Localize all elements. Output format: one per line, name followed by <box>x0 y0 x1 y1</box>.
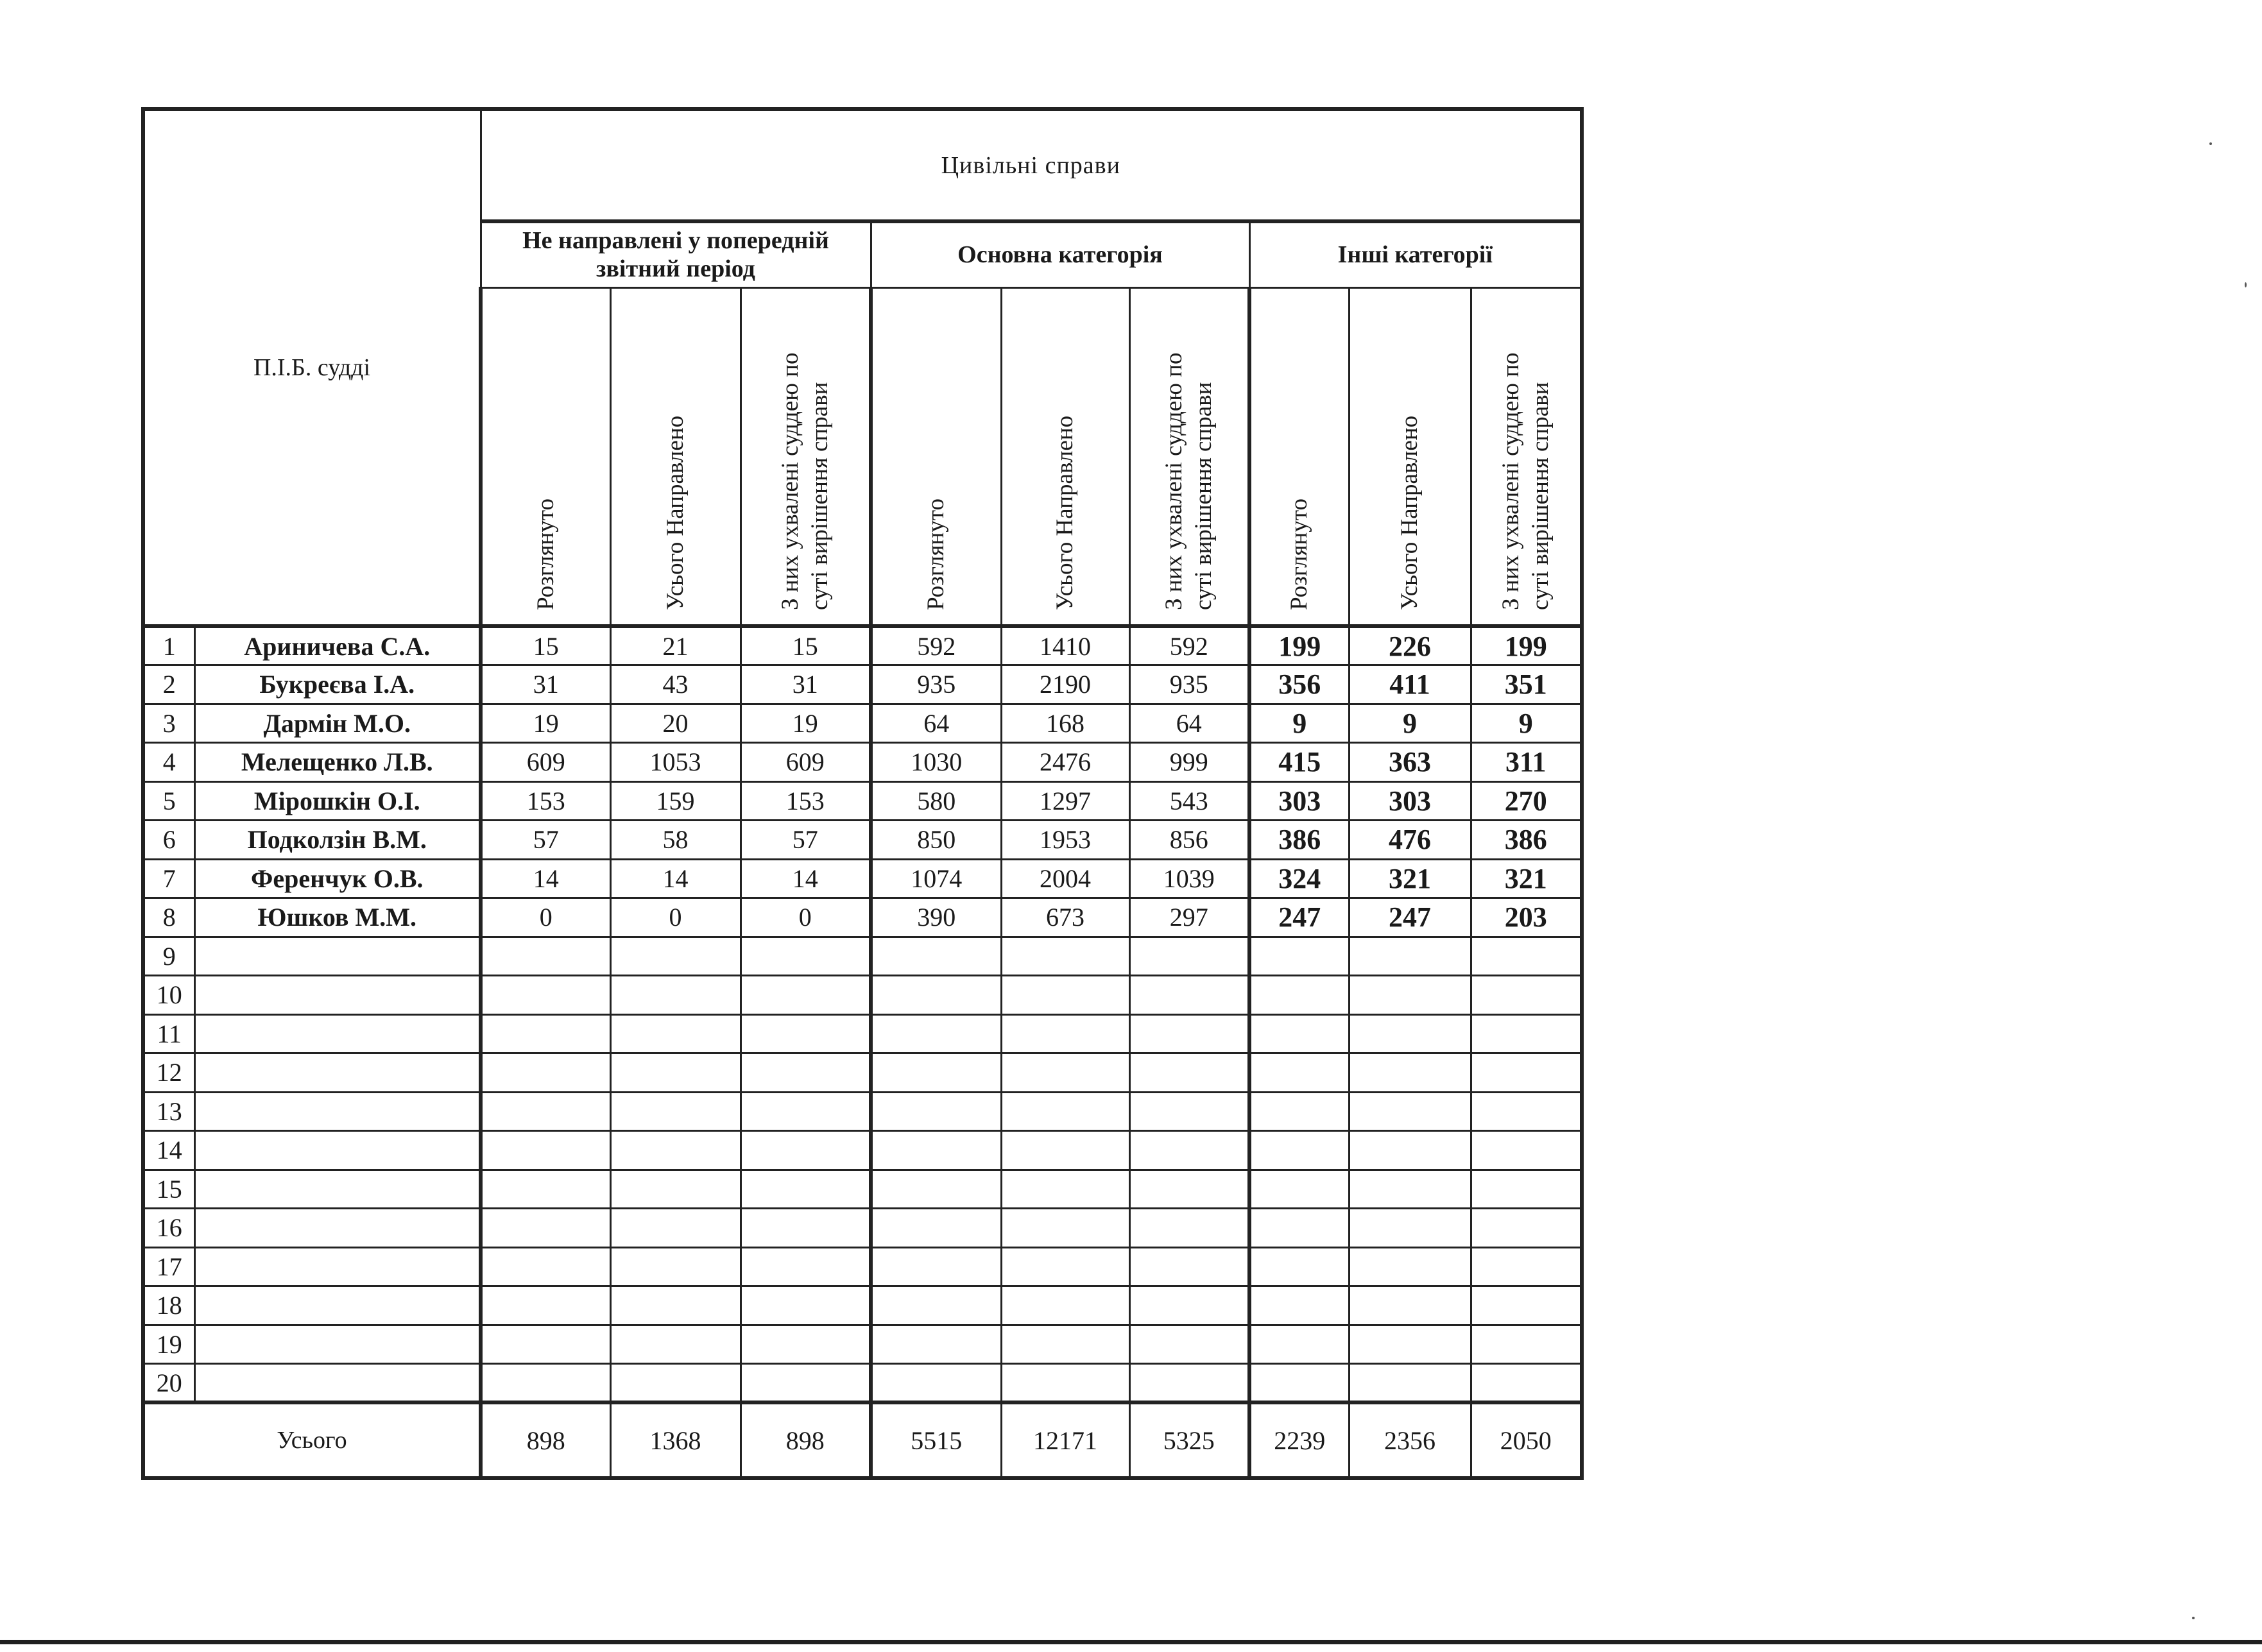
value-cell <box>1471 1092 1582 1131</box>
value-cell <box>610 1364 741 1403</box>
total-value: 2239 <box>1249 1402 1349 1478</box>
total-value: 2050 <box>1471 1402 1582 1478</box>
value-cell <box>1471 1209 1582 1248</box>
value-cell: 411 <box>1349 665 1471 704</box>
value-cell <box>610 976 741 1015</box>
value-cell: 31 <box>741 665 871 704</box>
value-cell <box>1001 1247 1129 1286</box>
total-value: 898 <box>741 1402 871 1478</box>
table-row <box>143 781 1582 821</box>
value-cell <box>1001 1131 1129 1170</box>
value-cell: 15 <box>481 626 610 665</box>
value-cell <box>741 1092 871 1131</box>
judge-name: Ариничева С.А. <box>194 626 481 665</box>
judge-name: Ференчук О.В. <box>194 859 481 898</box>
table-row <box>143 898 1582 937</box>
value-cell: 543 <box>1129 781 1249 821</box>
value-cell: 390 <box>871 898 1001 937</box>
row-number: 8 <box>143 898 194 937</box>
value-cell <box>1001 1286 1129 1325</box>
value-cell: 1953 <box>1001 821 1129 860</box>
subcolumn-header <box>1471 287 1582 626</box>
value-cell <box>1471 976 1582 1015</box>
value-cell: 321 <box>1349 859 1471 898</box>
value-cell: 580 <box>871 781 1001 821</box>
judge-name-header: П.І.Б. судді <box>143 109 481 626</box>
total-value: 5515 <box>871 1402 1001 1478</box>
value-cell: 15 <box>741 626 871 665</box>
judge-name <box>194 1092 481 1131</box>
row-number: 18 <box>143 1286 194 1325</box>
table-row <box>143 1209 1582 1248</box>
value-cell: 297 <box>1129 898 1249 937</box>
value-cell <box>610 1092 741 1131</box>
value-cell <box>741 1170 871 1209</box>
value-cell <box>481 1131 610 1170</box>
judge-name <box>194 1364 481 1403</box>
judge-name <box>194 1209 481 1248</box>
row-number: 7 <box>143 859 194 898</box>
value-cell <box>1471 1247 1582 1286</box>
table-row <box>143 743 1582 782</box>
value-cell: 9 <box>1349 704 1471 743</box>
value-cell <box>481 1053 610 1093</box>
value-cell: 226 <box>1349 626 1471 665</box>
value-cell <box>1001 1364 1129 1403</box>
value-cell <box>1349 937 1471 976</box>
value-cell: 1053 <box>610 743 741 782</box>
subcolumn-header <box>1349 287 1471 626</box>
value-cell <box>1249 1364 1349 1403</box>
value-cell: 159 <box>610 781 741 821</box>
value-cell <box>1001 1325 1129 1364</box>
row-number: 2 <box>143 665 194 704</box>
value-cell <box>1471 937 1582 976</box>
value-cell <box>610 1286 741 1325</box>
table-row <box>143 1131 1582 1170</box>
judge-name <box>194 1247 481 1286</box>
value-cell <box>481 937 610 976</box>
value-cell: 2190 <box>1001 665 1129 704</box>
value-cell <box>741 1209 871 1248</box>
value-cell: 199 <box>1471 626 1582 665</box>
value-cell <box>741 1053 871 1093</box>
value-cell <box>741 1364 871 1403</box>
value-cell <box>1249 1247 1349 1286</box>
value-cell <box>1349 1131 1471 1170</box>
value-cell <box>1471 1364 1582 1403</box>
subcolumn-header <box>481 287 610 626</box>
value-cell <box>871 1170 1001 1209</box>
value-cell <box>1249 1170 1349 1209</box>
subcolumn-header <box>610 287 741 626</box>
value-cell <box>481 1170 610 1209</box>
subcolumn-label: Усього Направлено <box>1396 416 1423 611</box>
judge-name: Юшков М.М. <box>194 898 481 937</box>
subcolumn-header <box>1249 287 1349 626</box>
value-cell <box>1249 1092 1349 1131</box>
value-cell <box>1129 1092 1249 1131</box>
value-cell: 0 <box>481 898 610 937</box>
value-cell <box>871 1364 1001 1403</box>
value-cell: 20 <box>610 704 741 743</box>
subcolumn-label: Розглянуто <box>923 498 950 611</box>
judge-name <box>194 1170 481 1209</box>
value-cell: 1039 <box>1129 859 1249 898</box>
value-cell <box>1129 1247 1249 1286</box>
value-cell: 21 <box>610 626 741 665</box>
value-cell <box>481 1092 610 1131</box>
total-row <box>143 1402 1582 1478</box>
value-cell <box>481 1325 610 1364</box>
value-cell <box>1129 1131 1249 1170</box>
judge-name <box>194 1325 481 1364</box>
value-cell: 247 <box>1349 898 1471 937</box>
value-cell <box>481 1014 610 1053</box>
table-row <box>143 626 1582 665</box>
row-number: 10 <box>143 976 194 1015</box>
judge-name <box>194 1014 481 1053</box>
group-header-other-categories: Інші категорії <box>1249 221 1582 287</box>
value-cell <box>1249 1209 1349 1248</box>
value-cell: 14 <box>741 859 871 898</box>
value-cell: 43 <box>610 665 741 704</box>
value-cell: 609 <box>741 743 871 782</box>
value-cell <box>871 1092 1001 1131</box>
row-number: 5 <box>143 781 194 821</box>
value-cell <box>871 1131 1001 1170</box>
judge-name <box>194 976 481 1015</box>
value-cell <box>610 1053 741 1093</box>
value-cell <box>1001 1209 1129 1248</box>
scan-edge-line <box>0 1640 2262 1644</box>
value-cell <box>1349 1053 1471 1093</box>
value-cell <box>1001 1014 1129 1053</box>
value-cell <box>610 1209 741 1248</box>
value-cell: 19 <box>481 704 610 743</box>
subcolumn-header <box>871 287 1001 626</box>
value-cell <box>481 1286 610 1325</box>
value-cell <box>1349 1364 1471 1403</box>
value-cell <box>1129 1170 1249 1209</box>
judge-name: Букреєва І.А. <box>194 665 481 704</box>
judge-name <box>194 1131 481 1170</box>
value-cell: 476 <box>1349 821 1471 860</box>
row-number: 3 <box>143 704 194 743</box>
value-cell <box>1129 976 1249 1015</box>
value-cell: 153 <box>481 781 610 821</box>
value-cell: 2004 <box>1001 859 1129 898</box>
row-number: 15 <box>143 1170 194 1209</box>
value-cell: 363 <box>1349 743 1471 782</box>
table-row <box>143 1247 1582 1286</box>
scan-speck <box>2192 1617 2195 1619</box>
table-row <box>143 1014 1582 1053</box>
value-cell <box>1349 1209 1471 1248</box>
value-cell: 58 <box>610 821 741 860</box>
value-cell <box>610 1170 741 1209</box>
judge-name <box>194 1286 481 1325</box>
group-header-main-category: Основна категорія <box>871 221 1249 287</box>
value-cell <box>610 937 741 976</box>
value-cell <box>1001 976 1129 1015</box>
value-cell: 19 <box>741 704 871 743</box>
value-cell <box>1001 1092 1129 1131</box>
subcolumn-label: Розглянуто <box>532 498 559 611</box>
subcolumn-label: Усього Направлено <box>662 416 689 611</box>
value-cell: 57 <box>741 821 871 860</box>
value-cell <box>481 976 610 1015</box>
table-row <box>143 821 1582 860</box>
value-cell <box>1471 1170 1582 1209</box>
judge-name <box>194 1053 481 1093</box>
value-cell <box>1249 937 1349 976</box>
value-cell <box>1471 1131 1582 1170</box>
row-number: 6 <box>143 821 194 860</box>
value-cell <box>1471 1325 1582 1364</box>
value-cell <box>1249 976 1349 1015</box>
value-cell: 1410 <box>1001 626 1129 665</box>
value-cell: 1074 <box>871 859 1001 898</box>
total-value: 2356 <box>1349 1402 1471 1478</box>
value-cell <box>741 1286 871 1325</box>
value-cell: 303 <box>1349 781 1471 821</box>
value-cell: 673 <box>1001 898 1129 937</box>
value-cell <box>1001 937 1129 976</box>
subcolumn-header <box>1001 287 1129 626</box>
value-cell <box>1349 1170 1471 1209</box>
value-cell: 9 <box>1249 704 1349 743</box>
value-cell <box>1249 1286 1349 1325</box>
row-number: 12 <box>143 1053 194 1093</box>
value-cell: 0 <box>741 898 871 937</box>
value-cell: 203 <box>1471 898 1582 937</box>
value-cell: 64 <box>871 704 1001 743</box>
value-cell <box>871 1053 1001 1093</box>
judge-name: Мірошкін О.І. <box>194 781 481 821</box>
judge-name: Мелещенко Л.В. <box>194 743 481 782</box>
value-cell: 311 <box>1471 743 1582 782</box>
value-cell: 415 <box>1249 743 1349 782</box>
value-cell <box>741 976 871 1015</box>
table-row <box>143 665 1582 704</box>
value-cell <box>871 976 1001 1015</box>
table-row <box>143 1092 1582 1131</box>
value-cell <box>741 1014 871 1053</box>
value-cell: 303 <box>1249 781 1349 821</box>
subcolumn-label: З них ухвалені суддею по суті вирішення справи <box>776 352 833 611</box>
value-cell <box>741 1131 871 1170</box>
value-cell: 153 <box>741 781 871 821</box>
total-value: 1368 <box>610 1402 741 1478</box>
row-number: 20 <box>143 1364 194 1403</box>
value-cell <box>1129 1286 1249 1325</box>
value-cell: 9 <box>1471 704 1582 743</box>
value-cell <box>1249 1053 1349 1093</box>
value-cell <box>871 1325 1001 1364</box>
subcolumn-label: Розглянуто <box>1286 498 1313 611</box>
value-cell <box>1001 1170 1129 1209</box>
judge-name <box>194 937 481 976</box>
value-cell <box>1129 1053 1249 1093</box>
value-cell: 856 <box>1129 821 1249 860</box>
subcolumn-label: З них ухвалені суддею по суті вирішення справи <box>1497 352 1554 611</box>
value-cell: 64 <box>1129 704 1249 743</box>
value-cell: 592 <box>871 626 1001 665</box>
table-row <box>143 976 1582 1015</box>
value-cell <box>1129 937 1249 976</box>
scan-speck <box>2245 282 2247 287</box>
value-cell <box>1129 1014 1249 1053</box>
table-title: Цивільні справи <box>481 109 1582 221</box>
value-cell <box>1249 1131 1349 1170</box>
value-cell <box>481 1247 610 1286</box>
row-number: 11 <box>143 1014 194 1053</box>
value-cell: 321 <box>1471 859 1582 898</box>
value-cell: 592 <box>1129 626 1249 665</box>
row-number: 16 <box>143 1209 194 1248</box>
value-cell <box>1471 1053 1582 1093</box>
table-row <box>143 1053 1582 1093</box>
value-cell: 351 <box>1471 665 1582 704</box>
value-cell <box>871 1014 1001 1053</box>
value-cell <box>871 1209 1001 1248</box>
subcolumn-label: З них ухвалені суддею по суті вирішення справи <box>1160 352 1217 611</box>
value-cell <box>610 1131 741 1170</box>
subcolumn-header <box>741 287 871 626</box>
value-cell <box>1129 1364 1249 1403</box>
judge-name: Дармін М.О. <box>194 704 481 743</box>
value-cell <box>1471 1286 1582 1325</box>
value-cell <box>610 1014 741 1053</box>
value-cell: 14 <box>610 859 741 898</box>
civil-cases-table <box>141 107 1584 1480</box>
row-number: 4 <box>143 743 194 782</box>
table-row <box>143 1170 1582 1209</box>
value-cell <box>871 937 1001 976</box>
judge-name: Подколзін В.М. <box>194 821 481 860</box>
value-cell <box>1249 1325 1349 1364</box>
value-cell: 386 <box>1249 821 1349 860</box>
table-row <box>143 1325 1582 1364</box>
value-cell <box>871 1286 1001 1325</box>
table-row <box>143 704 1582 743</box>
total-value: 898 <box>481 1402 610 1478</box>
table-row <box>143 1364 1582 1403</box>
total-value: 12171 <box>1001 1402 1129 1478</box>
value-cell <box>610 1325 741 1364</box>
value-cell: 168 <box>1001 704 1129 743</box>
value-cell <box>481 1209 610 1248</box>
value-cell <box>1249 1014 1349 1053</box>
row-number: 13 <box>143 1092 194 1131</box>
value-cell <box>871 1247 1001 1286</box>
value-cell: 386 <box>1471 821 1582 860</box>
row-number: 19 <box>143 1325 194 1364</box>
value-cell <box>1129 1325 1249 1364</box>
subcolumn-label: Усього Направлено <box>1052 416 1078 611</box>
value-cell <box>741 1247 871 1286</box>
group-header-not-sent: Не направлені у попередній звітний період <box>481 221 871 287</box>
value-cell <box>1349 1325 1471 1364</box>
value-cell: 270 <box>1471 781 1582 821</box>
value-cell: 0 <box>610 898 741 937</box>
value-cell <box>1349 1286 1471 1325</box>
row-number: 14 <box>143 1131 194 1170</box>
row-number: 9 <box>143 937 194 976</box>
value-cell: 2476 <box>1001 743 1129 782</box>
subcolumn-header <box>1129 287 1249 626</box>
value-cell: 1297 <box>1001 781 1129 821</box>
value-cell <box>481 1364 610 1403</box>
row-number: 17 <box>143 1247 194 1286</box>
value-cell <box>1349 1092 1471 1131</box>
value-cell <box>1349 1247 1471 1286</box>
value-cell: 850 <box>871 821 1001 860</box>
table-row <box>143 937 1582 976</box>
value-cell: 247 <box>1249 898 1349 937</box>
total-label: Усього <box>143 1402 481 1478</box>
value-cell: 356 <box>1249 665 1349 704</box>
table-row <box>143 859 1582 898</box>
value-cell: 609 <box>481 743 610 782</box>
value-cell: 14 <box>481 859 610 898</box>
value-cell: 935 <box>871 665 1001 704</box>
value-cell: 999 <box>1129 743 1249 782</box>
value-cell: 199 <box>1249 626 1349 665</box>
value-cell: 57 <box>481 821 610 860</box>
row-number: 1 <box>143 626 194 665</box>
value-cell <box>741 1325 871 1364</box>
value-cell: 1030 <box>871 743 1001 782</box>
total-value: 5325 <box>1129 1402 1249 1478</box>
value-cell <box>610 1247 741 1286</box>
value-cell: 935 <box>1129 665 1249 704</box>
value-cell <box>1129 1209 1249 1248</box>
value-cell <box>741 937 871 976</box>
value-cell <box>1001 1053 1129 1093</box>
scan-speck <box>2209 142 2212 145</box>
value-cell: 31 <box>481 665 610 704</box>
value-cell <box>1349 1014 1471 1053</box>
value-cell: 324 <box>1249 859 1349 898</box>
value-cell <box>1471 1014 1582 1053</box>
value-cell <box>1349 976 1471 1015</box>
table-row <box>143 1286 1582 1325</box>
